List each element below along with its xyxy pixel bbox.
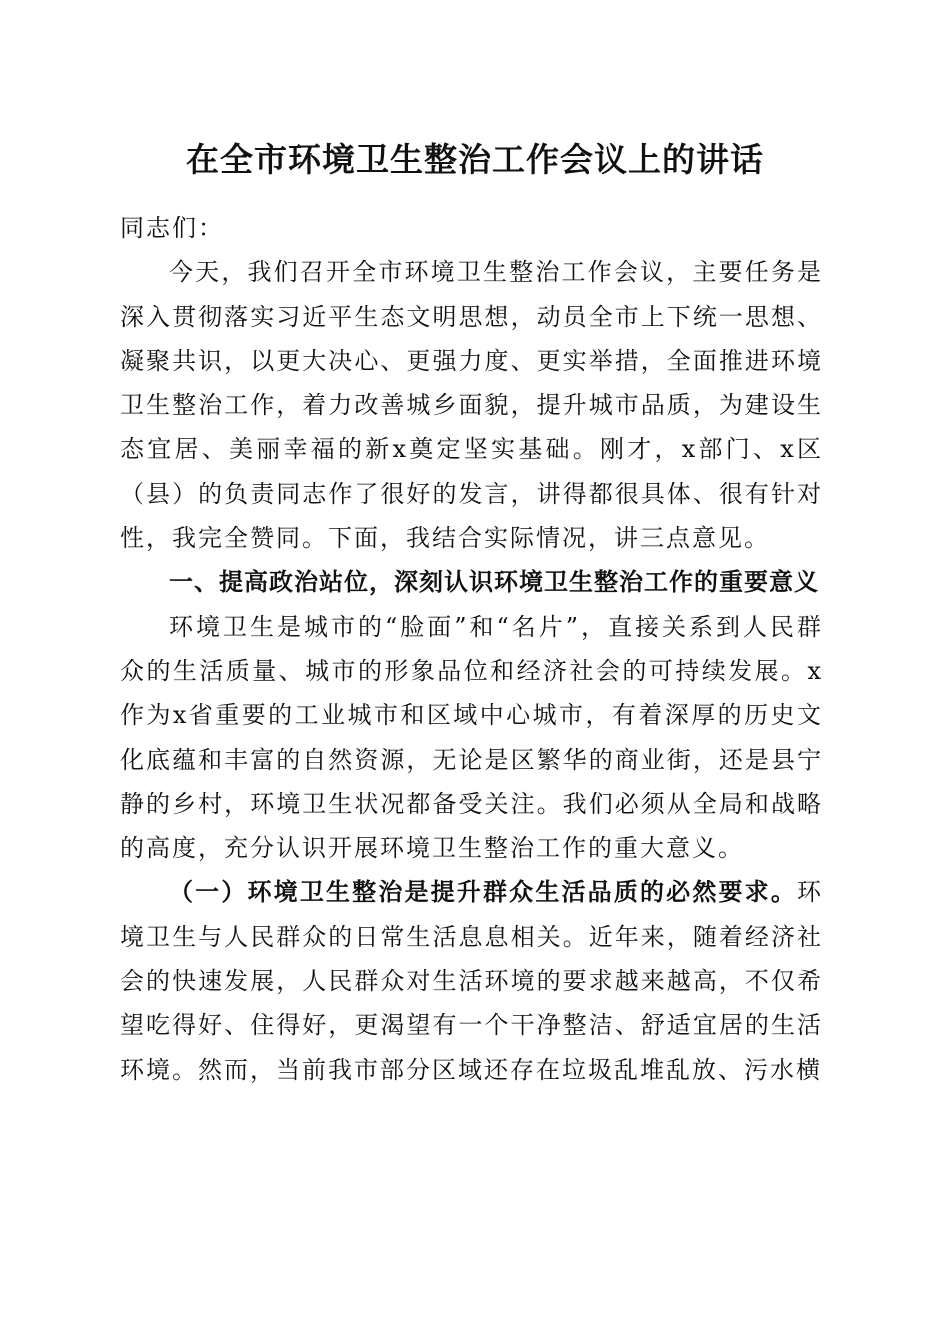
- intro-paragraph: 今天，我们召开全市环境卫生整治工作会议，主要任务是深入贯彻落实习近平生态文明思想，动员全市上下统一思想、凝聚共识，以更大决心、更强力度、更实举措，全面推进环境卫生整治工作，着力改善城乡面貌，提升城市品质，为建设生态宜居、美丽幸福的新x奠定坚实基础。刚才，x部门、x区（县）的负责同志作了很好的发言，讲得都很具体、很有针对性，我完全赞同。下面，我结合实际情况，讲三点意见。: [120, 258, 823, 553]
- section-heading-1: 一、提高政治站位，深刻认识环境卫生整治工作的重要意义: [169, 568, 819, 597]
- document-title: 在全市环境卫生整治工作会议上的讲话: [186, 140, 764, 179]
- point-1-lead: （一）环境卫生整治是提升群众生活品质的必然要求。: [169, 877, 797, 907]
- point-1-body: 环境卫生与人民群众的日常生活息息相关。近年来，随着经济社会的快速发展，人民群众对生活环境的要求越来越高，不仅希望吃得好、住得好，更渴望有一个干净整洁、舒适宜居的生活环境。然而，当前我市部分区域还存在垃圾乱堆乱放、污水横: [120, 878, 823, 1084]
- salutation: 同志们：: [120, 214, 224, 242]
- section-1-paragraph: 环境卫生是城市的“脸面”和“名片”，直接关系到人民群众的生活质量、城市的形象品位和经济社会的可持续发展。x作为x省重要的工业城市和区域中心城市，有着深厚的历史文化底蕴和丰富的自然资源，无论是区繁华的商业街，还是县宁静的乡村，环境卫生状况都备受关注。我们必须从全局和战略的高度，充分认识开展环境卫生整治工作的重大意义。: [120, 612, 823, 863]
- point-1-paragraph: [120, 870, 823, 1091]
- document-body: [120, 206, 823, 1092]
